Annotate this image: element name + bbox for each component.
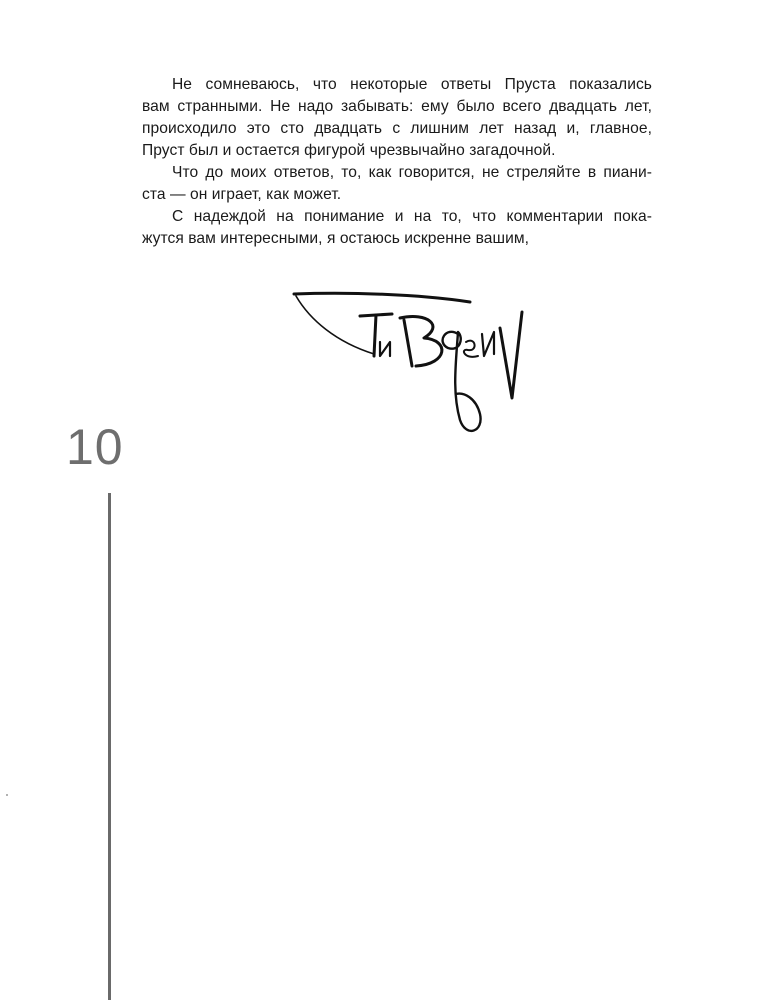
paragraph-1-line-2: вам странными. Не надо забывать: ему было всего двадцать лет, bbox=[142, 98, 652, 115]
margin-rule bbox=[108, 493, 111, 1000]
page-number: 10 bbox=[66, 419, 124, 475]
letter-body bbox=[142, 74, 652, 250]
paragraph-1-line-1: Не сомневаюсь, что некоторые ответы Пруста показались bbox=[172, 76, 652, 93]
paragraph-2 bbox=[142, 162, 652, 206]
paragraph-1 bbox=[142, 74, 652, 162]
paragraph-3-line-1: С надеждой на понимание и на то, что комментарии пока- bbox=[172, 208, 652, 225]
paragraph-3-line-2: жутся вам интересными, я остаюсь искренне вашим, bbox=[142, 230, 529, 247]
paragraph-3 bbox=[142, 206, 652, 250]
paragraph-1-line-4: Пруст был и остается фигурой чрезвычайно загадочной. bbox=[142, 142, 556, 159]
scan-speck bbox=[6, 794, 8, 796]
paragraph-2-line-1: Что до моих ответов, то, как говорится, не стреляйте в пиани- bbox=[172, 164, 652, 181]
handwritten-signature bbox=[288, 282, 533, 442]
paragraph-2-line-2: ста — он играет, как может. bbox=[142, 186, 342, 203]
paragraph-1-line-3: происходило это сто двадцать с лишним лет назад и, главное, bbox=[142, 120, 652, 137]
